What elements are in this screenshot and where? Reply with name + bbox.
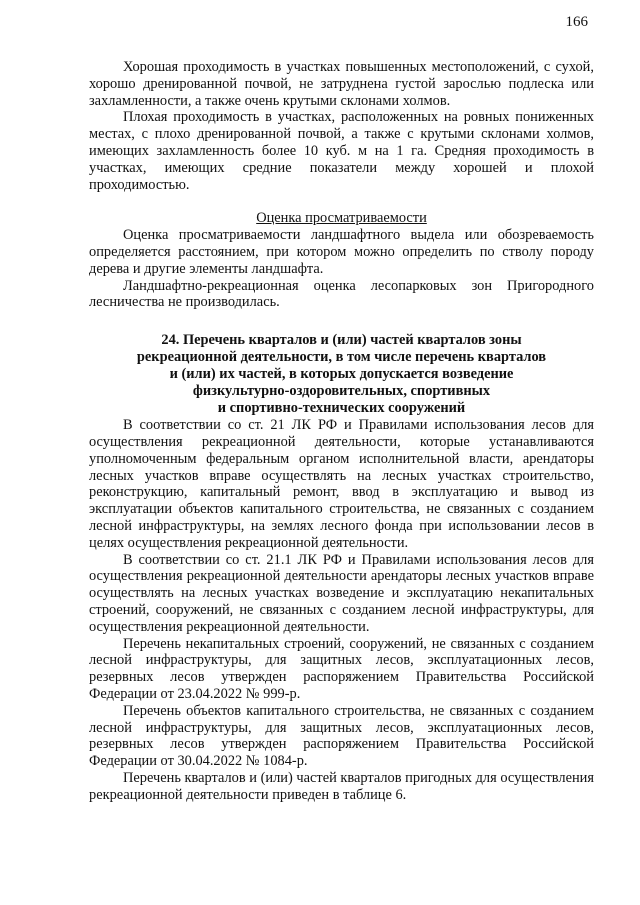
subheading-visibility: Оценка просматриваемости [256, 210, 427, 227]
paragraph-quarters-table-ref: Перечень кварталов и (или) частей кварталов пригодных для осуществления рекреационной деятельности приведен в таблице 6. [89, 769, 594, 803]
paragraph-poor-passability: Плохая проходимость в участках, расположенных на ровных пониженных местах, с плохо дренированной почвой, а также с крутыми склонами холмов, имеющих захламленность более 10 куб. м на 1 га. Средняя проходимость в участках, имеющих средние показатели между хорошей и плохой проходимостью. [89, 109, 594, 193]
paragraph-article-21: В соответствии со ст. 21 ЛК РФ и Правилами использования лесов для осуществления рекреационной деятельности, которые устанавливаются уполномоченным федеральным органом исполнительной власти, арендаторы лесных участков вправе осуществлять на лесных участках строительство, реконструкцию, капитальный ремонт, ввод в эксплуатацию и вывод из эксплуатации объектов капитального строительства, не связанных с созданием лесной инфраструктуры, на землях лесного фонда при использовании лесов в целях осуществления рекреационной деятельности. [89, 417, 594, 551]
section-title-line: и спортивно-технических сооружений [217, 400, 466, 417]
page-number: 166 [565, 14, 588, 30]
paragraph-good-passability: Хорошая проходимость в участках повышенных местоположений, с сухой, хорошо дренированной почвой, не затруднена густой зарослью подлеска или захламленности, а также очень крутыми склонами холмов. [89, 59, 594, 109]
section-title-line: 24. Перечень кварталов и (или) частей кварталов зоны [161, 332, 522, 349]
section-title-line: физкультурно-оздоровительных, спортивных [192, 383, 491, 400]
page-content [89, 59, 594, 803]
paragraph-noncapital-list: Перечень некапитальных строений, сооружений, не связанных с созданием лесной инфраструктуры, для защитных лесов, эксплуатационных лесов, резервных лесов утвержден распоряжением Правительства Российской Федерации от 23.04.2022 № 999-р. [89, 635, 594, 702]
paragraph-capital-list: Перечень объектов капитального строительства, не связанных с созданием лесной инфраструктуры, для защитных лесов, эксплуатационных лесов, резервных лесов утвержден распоряжением Правительства Российской Федерации от 30.04.2022 № 1084-р. [89, 702, 594, 770]
section-title-line: и (или) их частей, в которых допускается возведение [169, 366, 514, 383]
section-title-line: рекреационной деятельности, в том числе перечень кварталов [136, 349, 547, 366]
paragraph-article-21-1: В соответствии со ст. 21.1 ЛК РФ и Правилами использования лесов для осуществления рекреационной деятельности арендаторы лесных участков вправе осуществлять на лесных участках возведение и эксплуатацию некапитальных строений, сооружений, не связанных с созданием лесной инфраструктуры, для осуществления рекреационной деятельности. [89, 551, 594, 635]
paragraph-landscape-assessment: Ландшафтно-рекреационная оценка лесопарковых зон Пригородного лесничества не производилась. [89, 277, 594, 311]
section-title [89, 332, 594, 417]
paragraph-visibility-assessment: Оценка просматриваемости ландшафтного выдела или обозреваемость определяется расстоянием, при котором можно определить по стволу породу дерева и другие элементы ландшафта. [89, 227, 594, 277]
